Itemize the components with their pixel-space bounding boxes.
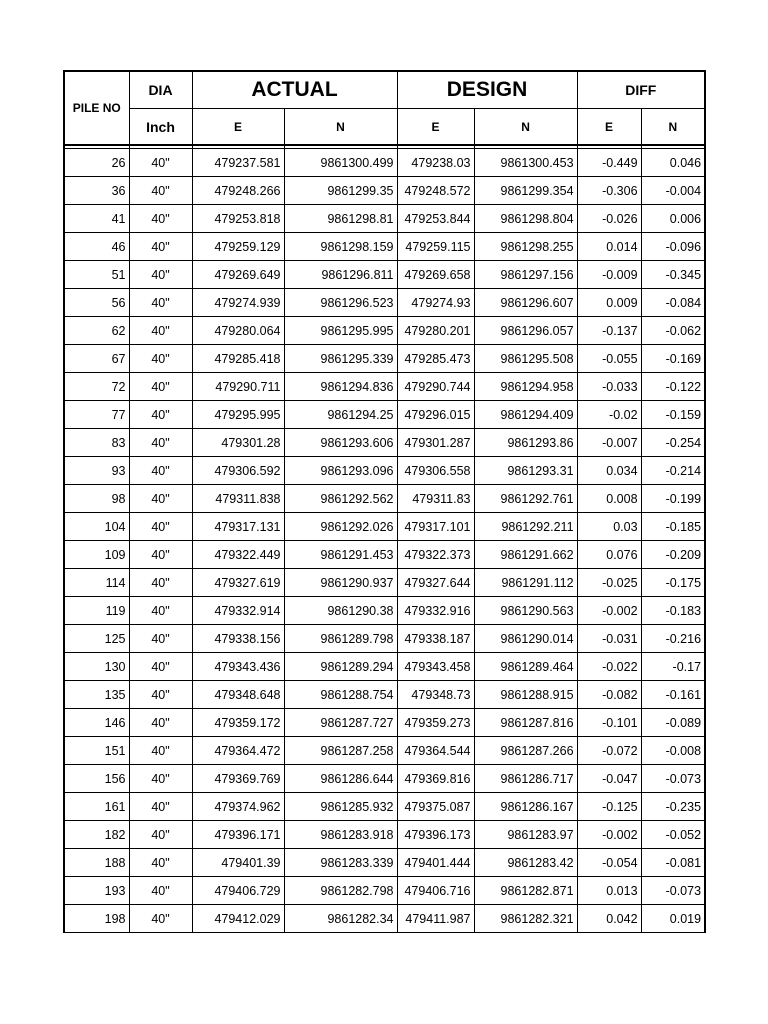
table-row <box>64 401 705 429</box>
table-row <box>64 513 705 541</box>
diff-e-cell: 0.03 <box>577 513 641 541</box>
table-row <box>64 905 705 933</box>
design-e-cell: 479343.458 <box>397 653 474 681</box>
actual-n-cell: 9861299.35 <box>284 177 397 205</box>
pile-no-cell: 67 <box>64 345 129 373</box>
actual-n-cell: 9861289.294 <box>284 653 397 681</box>
diff-n-cell: -0.345 <box>641 261 705 289</box>
dia-cell: 40" <box>129 317 192 345</box>
pile-no-cell: 114 <box>64 569 129 597</box>
dia-cell: 40" <box>129 849 192 877</box>
diff-e-cell: -0.101 <box>577 709 641 737</box>
diff-e-cell: 0.008 <box>577 485 641 513</box>
design-n-cell: 9861293.86 <box>474 429 577 457</box>
table-row <box>64 653 705 681</box>
table-row <box>64 205 705 233</box>
actual-n-cell: 9861292.026 <box>284 513 397 541</box>
design-e-cell: 479348.73 <box>397 681 474 709</box>
diff-n-cell: -0.17 <box>641 653 705 681</box>
diff-n-cell: 0.019 <box>641 905 705 933</box>
design-n-cell: 9861283.42 <box>474 849 577 877</box>
table-row <box>64 289 705 317</box>
design-n-cell: 9861295.508 <box>474 345 577 373</box>
design-e-cell: 479332.916 <box>397 597 474 625</box>
actual-n-cell: 9861282.798 <box>284 877 397 905</box>
diff-n-cell: -0.183 <box>641 597 705 625</box>
actual-e-cell: 479348.648 <box>192 681 284 709</box>
table-row <box>64 681 705 709</box>
table-row <box>64 457 705 485</box>
pile-no-cell: 72 <box>64 373 129 401</box>
pile-no-cell: 188 <box>64 849 129 877</box>
pile-no-cell: 51 <box>64 261 129 289</box>
actual-n-cell: 9861296.523 <box>284 289 397 317</box>
diff-n-cell: -0.052 <box>641 821 705 849</box>
diff-n-cell: -0.175 <box>641 569 705 597</box>
diff-e-cell: -0.054 <box>577 849 641 877</box>
dia-cell: 40" <box>129 457 192 485</box>
diff-n-cell: -0.073 <box>641 877 705 905</box>
design-e-cell: 479248.572 <box>397 177 474 205</box>
table-row <box>64 849 705 877</box>
diff-e-cell: -0.033 <box>577 373 641 401</box>
diff-n-cell: -0.004 <box>641 177 705 205</box>
table-row <box>64 765 705 793</box>
dia-cell: 40" <box>129 597 192 625</box>
design-n-cell: 9861300.453 <box>474 149 577 177</box>
pile-no-cell: 125 <box>64 625 129 653</box>
actual-e-cell: 479253.818 <box>192 205 284 233</box>
pile-no-cell: 198 <box>64 905 129 933</box>
dia-cell: 40" <box>129 709 192 737</box>
pile-no-cell: 130 <box>64 653 129 681</box>
diff-e-cell: 0.014 <box>577 233 641 261</box>
table-row <box>64 233 705 261</box>
diff-e-cell: -0.002 <box>577 597 641 625</box>
diff-e-cell: -0.449 <box>577 149 641 177</box>
diff-e-cell: -0.025 <box>577 569 641 597</box>
actual-n-cell: 9861294.836 <box>284 373 397 401</box>
diff-n-cell: -0.185 <box>641 513 705 541</box>
dia-cell: 40" <box>129 485 192 513</box>
actual-e-cell: 479338.156 <box>192 625 284 653</box>
actual-n-cell: 9861285.932 <box>284 793 397 821</box>
design-n-cell: 9861290.014 <box>474 625 577 653</box>
actual-e-cell: 479332.914 <box>192 597 284 625</box>
pile-no-cell: 41 <box>64 205 129 233</box>
table-row <box>64 709 705 737</box>
diff-n-cell: -0.096 <box>641 233 705 261</box>
table-row <box>64 597 705 625</box>
design-e-cell: 479401.444 <box>397 849 474 877</box>
diff-e-cell: 0.013 <box>577 877 641 905</box>
actual-e-cell: 479412.029 <box>192 905 284 933</box>
diff-e-cell: -0.047 <box>577 765 641 793</box>
dia-cell: 40" <box>129 681 192 709</box>
design-n-cell: 9861291.112 <box>474 569 577 597</box>
actual-e-cell: 479285.418 <box>192 345 284 373</box>
diff-n-cell: -0.216 <box>641 625 705 653</box>
diff-n-cell: -0.169 <box>641 345 705 373</box>
design-e-cell: 479290.744 <box>397 373 474 401</box>
actual-n-cell: 9861289.798 <box>284 625 397 653</box>
design-n-cell: 9861282.871 <box>474 877 577 905</box>
dia-cell: 40" <box>129 653 192 681</box>
actual-e-cell: 479359.172 <box>192 709 284 737</box>
pile-no-cell: 26 <box>64 149 129 177</box>
actual-e-cell: 479301.28 <box>192 429 284 457</box>
diff-n-cell: -0.084 <box>641 289 705 317</box>
table-row <box>64 877 705 905</box>
diff-n-cell: 0.046 <box>641 149 705 177</box>
table-row <box>64 541 705 569</box>
actual-n-cell: 9861288.754 <box>284 681 397 709</box>
actual-n-cell: 9861286.644 <box>284 765 397 793</box>
dia-cell: 40" <box>129 261 192 289</box>
dia-cell: 40" <box>129 877 192 905</box>
table-row <box>64 345 705 373</box>
diff-e-cell: -0.082 <box>577 681 641 709</box>
pile-no-cell: 135 <box>64 681 129 709</box>
actual-n-cell: 9861296.811 <box>284 261 397 289</box>
actual-e-cell: 479396.171 <box>192 821 284 849</box>
design-e-cell: 479296.015 <box>397 401 474 429</box>
pile-no-cell: 193 <box>64 877 129 905</box>
header-design-e: E <box>397 109 474 146</box>
pile-no-cell: 151 <box>64 737 129 765</box>
design-e-cell: 479359.273 <box>397 709 474 737</box>
actual-e-cell: 479280.064 <box>192 317 284 345</box>
dia-cell: 40" <box>129 905 192 933</box>
actual-n-cell: 9861287.258 <box>284 737 397 765</box>
diff-n-cell: -0.081 <box>641 849 705 877</box>
design-n-cell: 9861296.057 <box>474 317 577 345</box>
diff-n-cell: 0.006 <box>641 205 705 233</box>
pile-survey-sheet <box>63 70 704 933</box>
table-row <box>64 429 705 457</box>
diff-n-cell: -0.235 <box>641 793 705 821</box>
dia-cell: 40" <box>129 401 192 429</box>
dia-cell: 40" <box>129 233 192 261</box>
actual-e-cell: 479237.581 <box>192 149 284 177</box>
actual-e-cell: 479406.729 <box>192 877 284 905</box>
actual-n-cell: 9861287.727 <box>284 709 397 737</box>
header-dia-unit: Inch <box>129 109 192 146</box>
pile-coordinates-table <box>63 70 706 933</box>
actual-n-cell: 9861300.499 <box>284 149 397 177</box>
diff-e-cell: -0.306 <box>577 177 641 205</box>
header-pile-no: PILE NO <box>64 71 129 145</box>
diff-e-cell: -0.009 <box>577 261 641 289</box>
diff-e-cell: -0.007 <box>577 429 641 457</box>
design-e-cell: 479280.201 <box>397 317 474 345</box>
design-n-cell: 9861283.97 <box>474 821 577 849</box>
pile-no-cell: 46 <box>64 233 129 261</box>
diff-e-cell: -0.026 <box>577 205 641 233</box>
table-row <box>64 317 705 345</box>
diff-n-cell: -0.122 <box>641 373 705 401</box>
pile-no-cell: 109 <box>64 541 129 569</box>
diff-e-cell: -0.055 <box>577 345 641 373</box>
header-design-n: N <box>474 109 577 146</box>
diff-e-cell: -0.02 <box>577 401 641 429</box>
diff-n-cell: -0.073 <box>641 765 705 793</box>
diff-e-cell: -0.137 <box>577 317 641 345</box>
design-e-cell: 479322.373 <box>397 541 474 569</box>
design-e-cell: 479311.83 <box>397 485 474 513</box>
actual-e-cell: 479306.592 <box>192 457 284 485</box>
design-e-cell: 479369.816 <box>397 765 474 793</box>
design-e-cell: 479406.716 <box>397 877 474 905</box>
actual-n-cell: 9861282.34 <box>284 905 397 933</box>
diff-n-cell: -0.214 <box>641 457 705 485</box>
actual-n-cell: 9861293.606 <box>284 429 397 457</box>
diff-n-cell: -0.199 <box>641 485 705 513</box>
design-e-cell: 479411.987 <box>397 905 474 933</box>
table-row <box>64 737 705 765</box>
dia-cell: 40" <box>129 429 192 457</box>
diff-e-cell: 0.034 <box>577 457 641 485</box>
dia-cell: 40" <box>129 345 192 373</box>
diff-n-cell: -0.161 <box>641 681 705 709</box>
diff-n-cell: -0.159 <box>641 401 705 429</box>
table-body <box>64 145 705 933</box>
actual-n-cell: 9861295.995 <box>284 317 397 345</box>
diff-e-cell: 0.076 <box>577 541 641 569</box>
dia-cell: 40" <box>129 765 192 793</box>
actual-e-cell: 479327.619 <box>192 569 284 597</box>
table-row <box>64 793 705 821</box>
table-row <box>64 485 705 513</box>
dia-cell: 40" <box>129 625 192 653</box>
design-n-cell: 9861291.662 <box>474 541 577 569</box>
actual-e-cell: 479369.769 <box>192 765 284 793</box>
actual-n-cell: 9861298.81 <box>284 205 397 233</box>
dia-cell: 40" <box>129 793 192 821</box>
table-row <box>64 625 705 653</box>
pile-no-cell: 93 <box>64 457 129 485</box>
dia-cell: 40" <box>129 821 192 849</box>
table-row <box>64 149 705 177</box>
pile-no-cell: 56 <box>64 289 129 317</box>
diff-e-cell: 0.009 <box>577 289 641 317</box>
pile-no-cell: 77 <box>64 401 129 429</box>
design-n-cell: 9861286.717 <box>474 765 577 793</box>
design-e-cell: 479364.544 <box>397 737 474 765</box>
header-diff: DIFF <box>577 71 705 109</box>
actual-e-cell: 479290.711 <box>192 373 284 401</box>
design-n-cell: 9861296.607 <box>474 289 577 317</box>
actual-e-cell: 479374.962 <box>192 793 284 821</box>
dia-cell: 40" <box>129 289 192 317</box>
design-n-cell: 9861292.211 <box>474 513 577 541</box>
diff-e-cell: -0.022 <box>577 653 641 681</box>
design-n-cell: 9861290.563 <box>474 597 577 625</box>
diff-n-cell: -0.062 <box>641 317 705 345</box>
actual-n-cell: 9861290.937 <box>284 569 397 597</box>
design-e-cell: 479375.087 <box>397 793 474 821</box>
design-n-cell: 9861286.167 <box>474 793 577 821</box>
diff-n-cell: -0.209 <box>641 541 705 569</box>
design-e-cell: 479269.658 <box>397 261 474 289</box>
design-n-cell: 9861298.255 <box>474 233 577 261</box>
header-diff-n: N <box>641 109 705 146</box>
pile-no-cell: 104 <box>64 513 129 541</box>
actual-e-cell: 479364.472 <box>192 737 284 765</box>
header-diff-e: E <box>577 109 641 146</box>
diff-e-cell: -0.002 <box>577 821 641 849</box>
design-e-cell: 479238.03 <box>397 149 474 177</box>
dia-cell: 40" <box>129 149 192 177</box>
actual-n-cell: 9861292.562 <box>284 485 397 513</box>
actual-e-cell: 479295.995 <box>192 401 284 429</box>
actual-e-cell: 479248.266 <box>192 177 284 205</box>
diff-e-cell: -0.072 <box>577 737 641 765</box>
dia-cell: 40" <box>129 569 192 597</box>
pile-no-cell: 119 <box>64 597 129 625</box>
pile-no-cell: 161 <box>64 793 129 821</box>
diff-e-cell: 0.042 <box>577 905 641 933</box>
design-e-cell: 479274.93 <box>397 289 474 317</box>
design-n-cell: 9861299.354 <box>474 177 577 205</box>
design-e-cell: 479301.287 <box>397 429 474 457</box>
pile-no-cell: 83 <box>64 429 129 457</box>
design-n-cell: 9861292.761 <box>474 485 577 513</box>
design-e-cell: 479396.173 <box>397 821 474 849</box>
actual-e-cell: 479322.449 <box>192 541 284 569</box>
design-n-cell: 9861297.156 <box>474 261 577 289</box>
design-n-cell: 9861288.915 <box>474 681 577 709</box>
actual-e-cell: 479343.436 <box>192 653 284 681</box>
actual-e-cell: 479274.939 <box>192 289 284 317</box>
diff-e-cell: -0.125 <box>577 793 641 821</box>
actual-e-cell: 479259.129 <box>192 233 284 261</box>
table-row <box>64 373 705 401</box>
design-n-cell: 9861293.31 <box>474 457 577 485</box>
design-n-cell: 9861282.321 <box>474 905 577 933</box>
table-row <box>64 569 705 597</box>
design-e-cell: 479317.101 <box>397 513 474 541</box>
header-actual: ACTUAL <box>192 71 397 109</box>
dia-cell: 40" <box>129 513 192 541</box>
dia-cell: 40" <box>129 177 192 205</box>
actual-e-cell: 479401.39 <box>192 849 284 877</box>
actual-n-cell: 9861294.25 <box>284 401 397 429</box>
actual-e-cell: 479269.649 <box>192 261 284 289</box>
table-header <box>64 71 705 145</box>
header-actual-n: N <box>284 109 397 146</box>
design-n-cell: 9861294.958 <box>474 373 577 401</box>
design-n-cell: 9861298.804 <box>474 205 577 233</box>
dia-cell: 40" <box>129 541 192 569</box>
table-row <box>64 261 705 289</box>
design-e-cell: 479253.844 <box>397 205 474 233</box>
actual-n-cell: 9861283.918 <box>284 821 397 849</box>
diff-e-cell: -0.031 <box>577 625 641 653</box>
pile-no-cell: 156 <box>64 765 129 793</box>
design-e-cell: 479306.558 <box>397 457 474 485</box>
dia-cell: 40" <box>129 737 192 765</box>
header-actual-e: E <box>192 109 284 146</box>
table-row <box>64 821 705 849</box>
design-n-cell: 9861289.464 <box>474 653 577 681</box>
header-dia: DIA <box>129 71 192 109</box>
pile-no-cell: 62 <box>64 317 129 345</box>
actual-e-cell: 479317.131 <box>192 513 284 541</box>
diff-n-cell: -0.008 <box>641 737 705 765</box>
design-e-cell: 479285.473 <box>397 345 474 373</box>
diff-n-cell: -0.254 <box>641 429 705 457</box>
actual-n-cell: 9861283.339 <box>284 849 397 877</box>
actual-n-cell: 9861298.159 <box>284 233 397 261</box>
design-e-cell: 479259.115 <box>397 233 474 261</box>
pile-no-cell: 98 <box>64 485 129 513</box>
actual-n-cell: 9861295.339 <box>284 345 397 373</box>
design-n-cell: 9861287.816 <box>474 709 577 737</box>
actual-n-cell: 9861291.453 <box>284 541 397 569</box>
pile-no-cell: 36 <box>64 177 129 205</box>
actual-n-cell: 9861290.38 <box>284 597 397 625</box>
actual-e-cell: 479311.838 <box>192 485 284 513</box>
header-design: DESIGN <box>397 71 577 109</box>
design-n-cell: 9861294.409 <box>474 401 577 429</box>
pile-no-cell: 146 <box>64 709 129 737</box>
dia-cell: 40" <box>129 205 192 233</box>
dia-cell: 40" <box>129 373 192 401</box>
actual-n-cell: 9861293.096 <box>284 457 397 485</box>
pile-no-cell: 182 <box>64 821 129 849</box>
design-e-cell: 479327.644 <box>397 569 474 597</box>
design-e-cell: 479338.187 <box>397 625 474 653</box>
design-n-cell: 9861287.266 <box>474 737 577 765</box>
table-row <box>64 177 705 205</box>
diff-n-cell: -0.089 <box>641 709 705 737</box>
